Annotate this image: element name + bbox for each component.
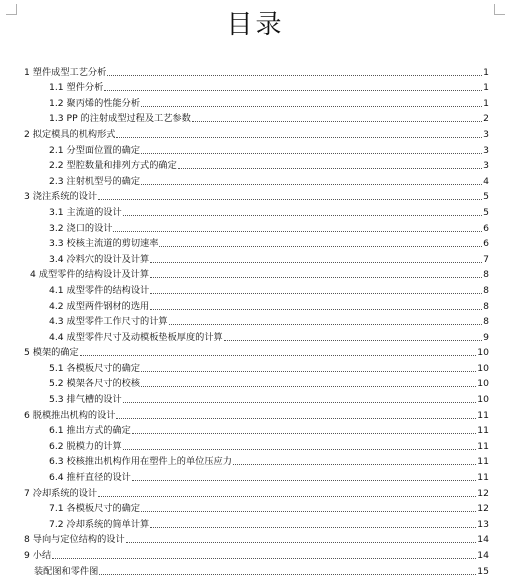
toc-dot-leader	[107, 75, 482, 76]
toc-dot-leader	[150, 277, 482, 278]
toc-page-number: 12	[477, 487, 489, 499]
toc-dot-leader	[141, 371, 476, 372]
toc-dot-leader	[141, 106, 482, 107]
toc-entry[interactable]	[0, 313, 511, 329]
toc-entry[interactable]	[0, 266, 511, 282]
toc-entry-title: 5.2 模架各尺寸的校核	[49, 378, 141, 390]
toc-dot-leader	[159, 246, 482, 247]
toc-dot-leader	[104, 90, 482, 91]
toc-page-number: 10	[477, 362, 489, 374]
toc-entry-title: 6 脱模推出机构的设计	[24, 409, 116, 421]
toc-dot-leader	[113, 231, 482, 232]
toc-entry-title: 6.1 推出方式的确定	[49, 425, 131, 437]
toc-page-number: 8	[483, 269, 489, 281]
toc-entry-title: 5 模架的确定	[24, 347, 79, 359]
toc-entry[interactable]	[0, 406, 511, 422]
toc-entry[interactable]	[0, 94, 511, 110]
toc-entry-title: 7.1 各模板尺寸的确定	[49, 503, 141, 515]
toc-entry[interactable]	[0, 235, 511, 251]
toc-entry-title: 3.2 浇口的设计	[49, 222, 113, 234]
toc-dot-leader	[98, 199, 482, 200]
toc-entry-title: 8 导向与定位结构的设计	[24, 534, 125, 546]
toc-dot-leader	[178, 168, 482, 169]
toc-dot-leader	[116, 418, 476, 419]
toc-dot-leader	[123, 449, 477, 450]
toc-dot-leader	[123, 215, 482, 216]
toc-dot-leader	[141, 511, 476, 512]
toc-page-number: 14	[477, 550, 489, 561]
toc-entry-title: 1 塑件成型工艺分析	[24, 66, 107, 78]
toc-entry-title: 3.1 主流道的设计	[49, 206, 122, 218]
toc-dot-leader	[123, 402, 477, 403]
toc-page-number: 11	[477, 409, 489, 421]
toc-page-number: 5	[483, 191, 489, 203]
toc-page-number: 8	[483, 284, 489, 296]
toc-page-number: 11	[477, 440, 489, 452]
toc-entry-title: 4 成型零件的结构设计及计算	[30, 269, 150, 281]
toc-entry[interactable]	[0, 203, 511, 219]
toc-dot-leader	[150, 262, 482, 263]
toc-entry-title: 6.4 推杆直径的设计	[49, 472, 131, 484]
toc-page-number: 10	[477, 347, 489, 359]
toc-page-number: 3	[483, 128, 489, 140]
toc-dot-leader	[141, 153, 482, 154]
toc-entry-title: 1.1 塑件分析	[49, 82, 104, 94]
toc-entry[interactable]	[0, 515, 511, 531]
toc-page-number: 10	[477, 378, 489, 390]
toc-entry[interactable]	[0, 422, 511, 438]
toc-dot-leader	[80, 355, 477, 356]
toc-entry[interactable]	[0, 468, 511, 484]
toc-entry-title: 2.1 分型面位置的确定	[49, 144, 141, 156]
toc-entry[interactable]	[0, 219, 511, 235]
toc-entry[interactable]	[0, 63, 511, 79]
toc-page-number: 3	[483, 160, 489, 172]
toc-page-number: 10	[477, 394, 489, 406]
toc-entry-title: 1.3 PP 的注射成型过程及工艺参数	[49, 113, 191, 125]
toc-dot-leader	[150, 309, 482, 310]
toc-page-number: 14	[477, 534, 489, 546]
toc-page-number: 4	[483, 175, 489, 187]
toc-entry[interactable]	[0, 453, 511, 469]
toc-dot-leader	[116, 137, 482, 138]
page-title: 目录	[226, 10, 285, 40]
toc-dot-leader	[126, 542, 477, 543]
toc-entry[interactable]	[0, 344, 511, 360]
toc-page-number: 11	[477, 472, 489, 484]
toc-entry[interactable]	[0, 281, 511, 297]
toc-page-number: 6	[483, 238, 489, 250]
toc-page-number: 13	[477, 518, 489, 530]
toc-dot-leader	[132, 480, 476, 481]
toc-entry[interactable]	[0, 546, 511, 562]
toc-dot-leader	[52, 558, 476, 559]
toc-page-number: 5	[483, 206, 489, 218]
toc-page-number: 6	[483, 222, 489, 234]
toc-entry-title: 5.3 排气槽的设计	[49, 394, 122, 406]
toc-entry-title: 2.3 注射机型号的确定	[49, 175, 141, 187]
toc-entry-title: 4.1 成型零件的结构设计	[49, 284, 150, 296]
toc-dot-leader	[150, 527, 476, 528]
toc-entry-title: 9 小结	[24, 550, 52, 561]
toc-dot-leader	[233, 464, 476, 465]
toc-entry-title: 4.3 成型零件工作尺寸的计算	[49, 316, 168, 328]
toc-entry-title: 3.4 冷料穴的设计及计算	[49, 253, 150, 265]
toc-entry-title: 3 浇注系统的设计	[24, 191, 98, 203]
toc-entry[interactable]	[0, 125, 511, 141]
toc-page-number: 9	[483, 331, 489, 343]
toc-entry[interactable]	[0, 172, 511, 188]
toc-entry[interactable]	[0, 359, 511, 375]
toc-page-number: 15	[477, 565, 489, 577]
toc-dot-leader	[141, 184, 482, 185]
table-of-contents	[0, 63, 511, 578]
toc-dot-leader	[150, 293, 482, 294]
toc-page-number: 1	[483, 97, 489, 109]
toc-dot-leader	[99, 574, 476, 575]
toc-entry-title: 5.1 各模板尺寸的确定	[49, 362, 141, 374]
toc-dot-leader	[98, 496, 476, 497]
toc-entry[interactable]	[0, 141, 511, 157]
toc-entry[interactable]	[0, 375, 511, 391]
toc-dot-leader	[192, 121, 482, 122]
toc-page-number: 8	[483, 316, 489, 328]
toc-entry[interactable]	[0, 328, 511, 344]
toc-entry[interactable]	[0, 79, 511, 95]
toc-entry-title: 4.2 成型两件钢材的选用	[49, 300, 150, 312]
toc-entry-title: 3.3 校核主流道的剪切速率	[49, 238, 159, 250]
toc-page-number: 11	[477, 425, 489, 437]
toc-page-number: 11	[477, 456, 489, 468]
toc-dot-leader	[141, 386, 476, 387]
toc-entry-title: 2.2 型腔数量和排列方式的确定	[49, 160, 177, 172]
toc-entry[interactable]	[0, 250, 511, 266]
toc-page-number: 7	[483, 253, 489, 265]
toc-page-number: 3	[483, 144, 489, 156]
toc-entry-title: 6.3 校核推出机构作用在塑件上的单位压应力	[49, 456, 232, 468]
toc-entry[interactable]	[0, 188, 511, 204]
toc-entry-title: 7 冷却系统的设计	[24, 487, 98, 499]
toc-page-number: 2	[483, 113, 489, 125]
toc-entry-title: 1.2 聚丙烯的性能分析	[49, 97, 141, 109]
toc-entry-title: 7.2 冷却系统的简单计算	[49, 518, 150, 530]
toc-entry-title: 装配图和零件图	[34, 565, 99, 577]
toc-dot-leader	[132, 433, 476, 434]
toc-entry[interactable]	[0, 484, 511, 500]
toc-entry[interactable]	[0, 500, 511, 516]
toc-entry[interactable]	[0, 157, 511, 173]
toc-entry[interactable]	[0, 297, 511, 313]
toc-dot-leader	[224, 340, 482, 341]
toc-entry-title: 2 拟定模具的机构形式	[24, 128, 116, 140]
toc-entry[interactable]	[0, 437, 511, 453]
toc-page-number: 8	[483, 300, 489, 312]
toc-entry[interactable]	[0, 562, 511, 578]
toc-entry[interactable]	[0, 110, 511, 126]
toc-entry[interactable]	[0, 531, 511, 547]
toc-page-number: 1	[483, 82, 489, 94]
toc-page-number: 12	[477, 503, 489, 515]
toc-entry[interactable]	[0, 390, 511, 406]
toc-entry-title: 6.2 脱模力的计算	[49, 440, 122, 452]
toc-page-number: 1	[483, 66, 489, 78]
toc-entry-title: 4.4 成型零件尺寸及动模板垫板厚度的计算	[49, 331, 223, 343]
toc-dot-leader	[169, 324, 483, 325]
